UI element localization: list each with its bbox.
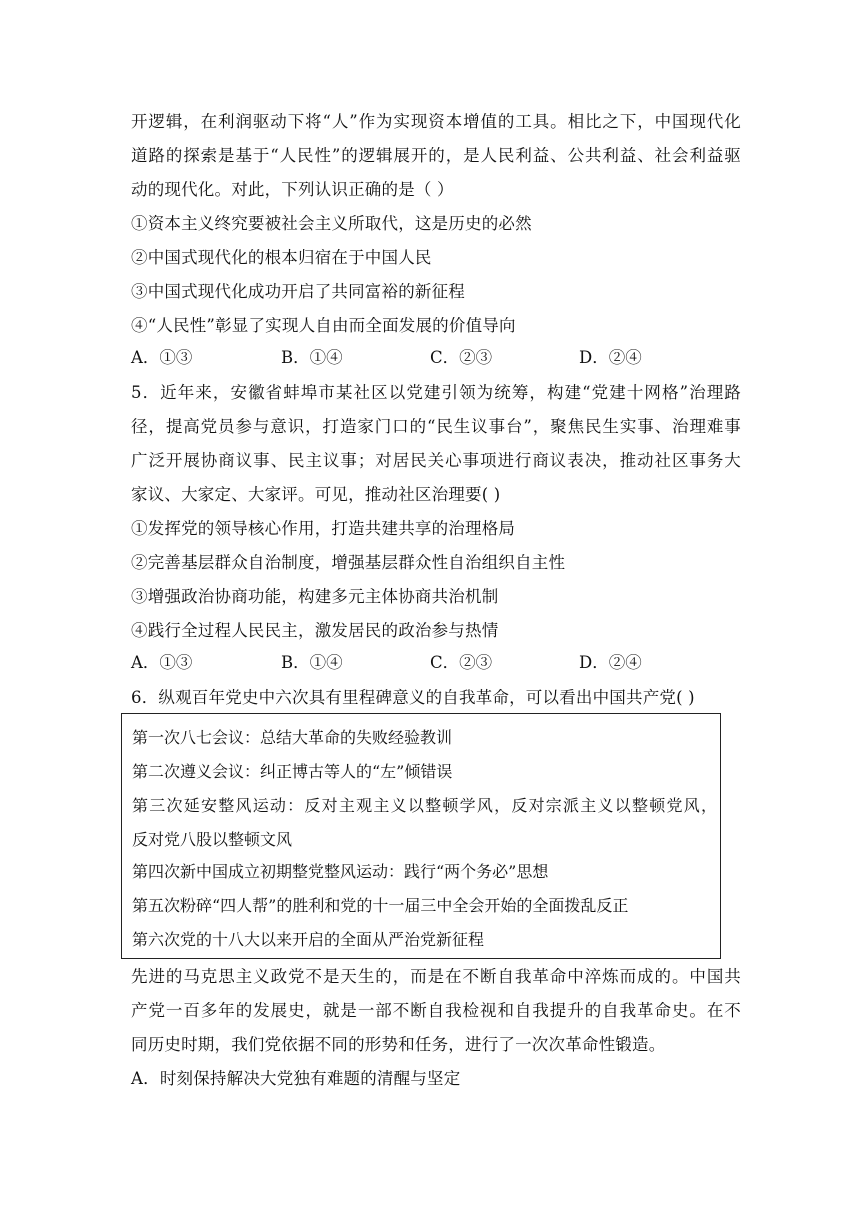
q6-option-a[interactable]: A．时刻保持解决大党独有难题的清醒与坚定 [131,1069,461,1088]
q4-option-a[interactable]: A．①③ [131,348,193,367]
q6-passage-line-3: 同历史时期，我们党依据不同的形势和任务，进行了一次次革命性锻造。 [131,1035,666,1054]
q6-material-box [121,713,721,959]
q4-statement-1: ①资本主义终究要被社会主义所取代，这是历史的必然 [131,214,532,233]
q5-option-d[interactable]: D．②④ [579,653,642,672]
q5-stem-line-3: 广泛开展协商议事、民主议事；对居民关心事项进行商议表决，推动社区事务大 [131,451,741,470]
q6-passage-line-1: 先进的马克思主义政党不是天生的，而是在不断自我革命中淬炼而成的。中国共 [131,967,741,986]
q4-option-c[interactable]: C．②③ [430,348,493,367]
q6-passage-line-2: 产党一百多年的发展史，就是一部不断自我检视和自我提升的自我革命史。在不 [131,1001,741,1020]
q6-box-line-4: 反对党八股以整顿文风 [132,830,293,849]
q6-box-line-2: 第二次遵义会议：纠正博古等人的“左”倾错误 [132,762,453,781]
q4-stem-line-2: 道路的探索是基于“人民性”的逻辑展开的，是人民利益、公共利益、社会利益驱 [131,146,741,165]
q5-option-a[interactable]: A．①③ [131,653,193,672]
q6-stem: 6．纵观百年党史中六次具有里程碑意义的自我革命，可以看出中国共产党( ) [131,688,695,707]
q5-statement-2: ②完善基层群众自治制度，增强基层群众性自治组织自主性 [131,553,566,572]
q4-option-d[interactable]: D．②④ [579,348,642,367]
q5-option-c[interactable]: C．②③ [430,653,493,672]
q5-option-b[interactable]: B．①④ [281,653,343,672]
q6-box-line-6: 第五次粉碎“四人帮”的胜利和党的十一届三中全会开始的全面拨乱反正 [132,896,629,915]
q5-stem-line-1: 5．近年来，安徽省蚌埠市某社区以党建引领为统筹，构建“党建十网格”治理路 [131,383,741,402]
q6-box-line-7: 第六次党的十八大以来开启的全面从严治党新征程 [132,930,485,949]
q5-statement-1: ①发挥党的领导核心作用，打造共建共享的治理格局 [131,519,516,538]
q5-options [131,651,741,675]
q4-statement-2: ②中国式现代化的根本归宿在于中国人民 [131,248,432,267]
q5-statement-3: ③增强政治协商功能，构建多元主体协商共治机制 [131,587,499,606]
q4-statement-3: ③中国式现代化成功开启了共同富裕的新征程 [131,282,465,301]
q6-box-line-3: 第三次延安整风运动：反对主观主义以整顿学风，反对宗派主义以整顿党风， [132,796,717,815]
q4-statement-4: ④“人民性”彰显了实现人自由而全面发展的价值导向 [131,316,516,335]
q4-stem-line-1: 开逻辑，在利润驱动下将“人”作为实现资本增值的工具。相比之下，中国现代化 [131,112,741,131]
q5-statement-4: ④践行全过程人民民主，激发居民的政治参与热情 [131,621,499,640]
q4-options [131,346,741,370]
q4-option-b[interactable]: B．①④ [281,348,343,367]
q4-stem-line-3: 动的现代化。对此，下列认识正确的是（ ） [131,180,454,199]
q5-stem-line-4: 家议、大家定、大家评。可见，推动社区治理要( ) [131,485,501,504]
q6-box-line-5: 第四次新中国成立初期整党整风运动：践行“两个务必”思想 [132,862,549,881]
q5-stem-line-2: 径，提高党员参与意识，打造家门口的“民生议事台”，聚焦民生实事、治理难事 [131,417,741,436]
q6-box-line-1: 第一次八七会议：总结大革命的失败经验教训 [132,728,453,747]
